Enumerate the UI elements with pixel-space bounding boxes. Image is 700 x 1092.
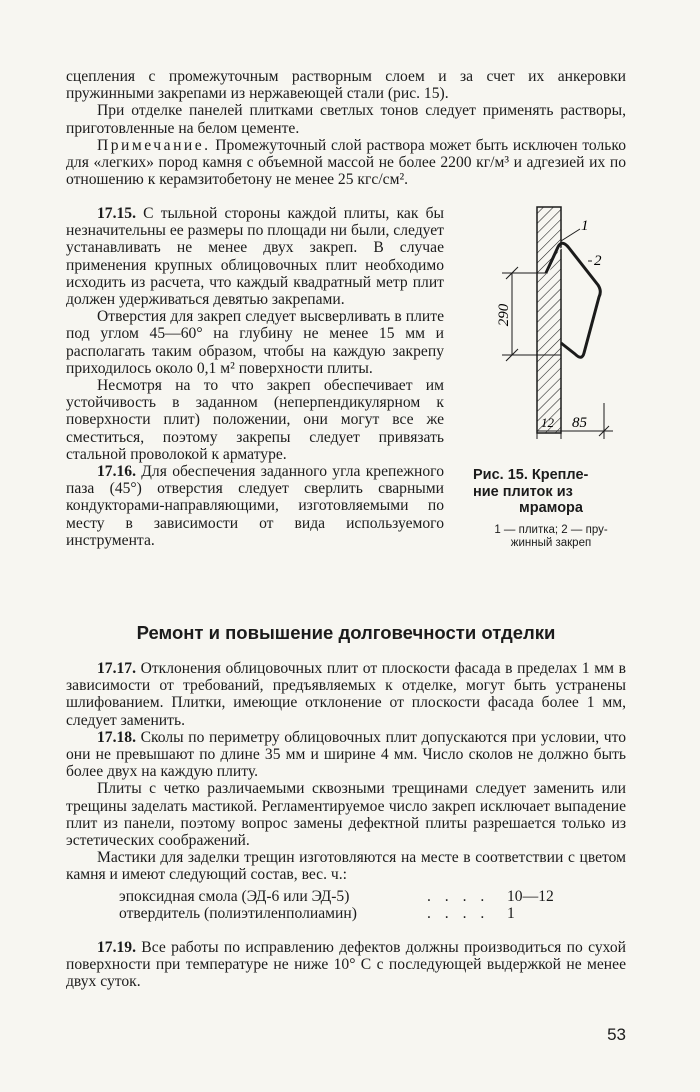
leader-dots: . . . . — [427, 905, 490, 923]
section-number: 17.16. — [97, 463, 136, 481]
paragraph: сцепления с промежуточным растворным слоем и за счет их анкеровки пружинными закрепами из нержавеющей стали (рис. 15). — [66, 68, 626, 103]
bottom-text-block — [66, 660, 626, 990]
component-value: 10—12 — [507, 887, 554, 905]
section-17-17 — [66, 660, 626, 729]
note-paragraph — [66, 137, 626, 189]
label-2: 2 — [594, 253, 602, 269]
component-name: эпоксидная смола (ЭД-6 или ЭД-5) — [119, 887, 350, 905]
label-1: 1 — [581, 218, 589, 234]
leader-line — [561, 229, 580, 241]
paragraph: При отделке панелей плитками светлых тонов следует применять растворы, приготовленные на белом цементе. — [66, 102, 626, 137]
section-number: 17.19. — [97, 938, 136, 956]
marble-tile — [537, 207, 561, 433]
paragraph: Плиты с четко различаемыми сквозными трещинами следует заменить или трещины заделать мастикой. Регламентируемое число закреп исключает выпадение плит из панели, поэтому вопрос замены дефектной плиты разрешается только из эстетических соображений. — [66, 780, 626, 850]
caption-line: Рис. 15. Крепле- — [473, 467, 589, 483]
legend-line: жинный закреп — [510, 537, 592, 549]
paragraph-text: Все работы по исправлению дефектов должны производиться по сухой поверхности при температуре не ниже 10° С с последующей выдержкой не менее двух суток. — [66, 938, 626, 991]
section-number: 17.18. — [97, 728, 136, 746]
figure-caption — [473, 467, 629, 551]
legend-line: 1 — плитка; 2 — пру- — [494, 523, 608, 536]
caption-line: ние плиток из — [473, 483, 573, 500]
paragraph: Мастики для заделки трещин изготовляются на месте в соответствии с цветом камня и имеют следующий состав, вес. ч.: — [66, 849, 626, 884]
dim-85: 85 — [572, 415, 587, 431]
section-number: 17.17. — [97, 660, 136, 677]
section-17-18 — [66, 729, 626, 781]
section-17-19 — [66, 939, 626, 991]
dim-290: 290 — [496, 303, 512, 327]
section-heading: Ремонт и повышение долговечности отделки — [136, 622, 556, 643]
composition-list — [119, 888, 626, 923]
section-17-16 — [66, 463, 444, 549]
note-label: Примечание. — [97, 136, 211, 154]
section-17-15 — [66, 205, 444, 308]
component-name: отвердитель (полиэтиленполиамин) — [119, 905, 357, 923]
section-number: 17.15. — [97, 205, 136, 222]
composition-row — [119, 905, 626, 923]
left-column — [66, 205, 444, 549]
page-number: 53 — [607, 1025, 626, 1044]
paragraph-text: Сколы по периметру облицовочных плит допускаются при условии, что они не превышают по длине 35 мм и ширине 4 мм. Число сколов не должно быть более двух на каждую плиту. — [66, 728, 626, 781]
top-text-block — [66, 68, 626, 188]
figure-legend — [473, 524, 629, 551]
paragraph: Отверстия для закреп следует высверливать в плите под углом 45—60° на глубину не менее 15 мм и располагать таким образом, чтобы на каждую закрепу приходилось около 0,1 м² поверхности плиты. — [66, 308, 444, 377]
paragraph-text: Отклонения облицовочных плит от плоскости фасада в пределах 1 мм в зависимости от требований, предъявляемых к отделке, могут быть устранены шлифованием. Плитки, имеющие отклонение от плоскости фасада более 1 мм, следует заменить. — [66, 660, 626, 729]
paragraph-text: Для обеспечения заданного угла крепежного паза (45°) отверстия следует сверлить сварными кондукторами-направляющими, изготовляемыми по месту в зависимости от вида используемого инструмента. — [66, 463, 444, 549]
paragraph: Несмотря на то что закреп обеспечивает им устойчивость в заданном (неперпендикулярном к поверхности плит) положении, они могут все же сместиться, поэтому закрепы следует привязать стальной проволокой к арматуре. — [66, 377, 444, 463]
note-text: Промежуточный слой раствора может быть исключен только для «легких» пород камня с объемной массой не более 2200 кг/м³ и адгезией их по отношению к керамзитобетону не менее 25 кгс/см². — [66, 136, 626, 189]
dim-12: 12 — [541, 415, 554, 430]
component-value: 1 — [507, 905, 515, 923]
composition-row — [119, 888, 626, 906]
paragraph-text: С тыльной стороны каждой плиты, как бы незначительны ее размеры по площади ни были, следует устанавливать не менее двух закреп. В случае применения крупных облицовочных плит необходимо исходить из расчета, что каждый квадратный метр плит должен удерживаться девятью закрепами. — [66, 205, 444, 309]
caption-line: мрамора — [519, 500, 583, 516]
figure-15-drawing — [468, 203, 634, 475]
leader-dots: . . . . — [427, 887, 490, 905]
